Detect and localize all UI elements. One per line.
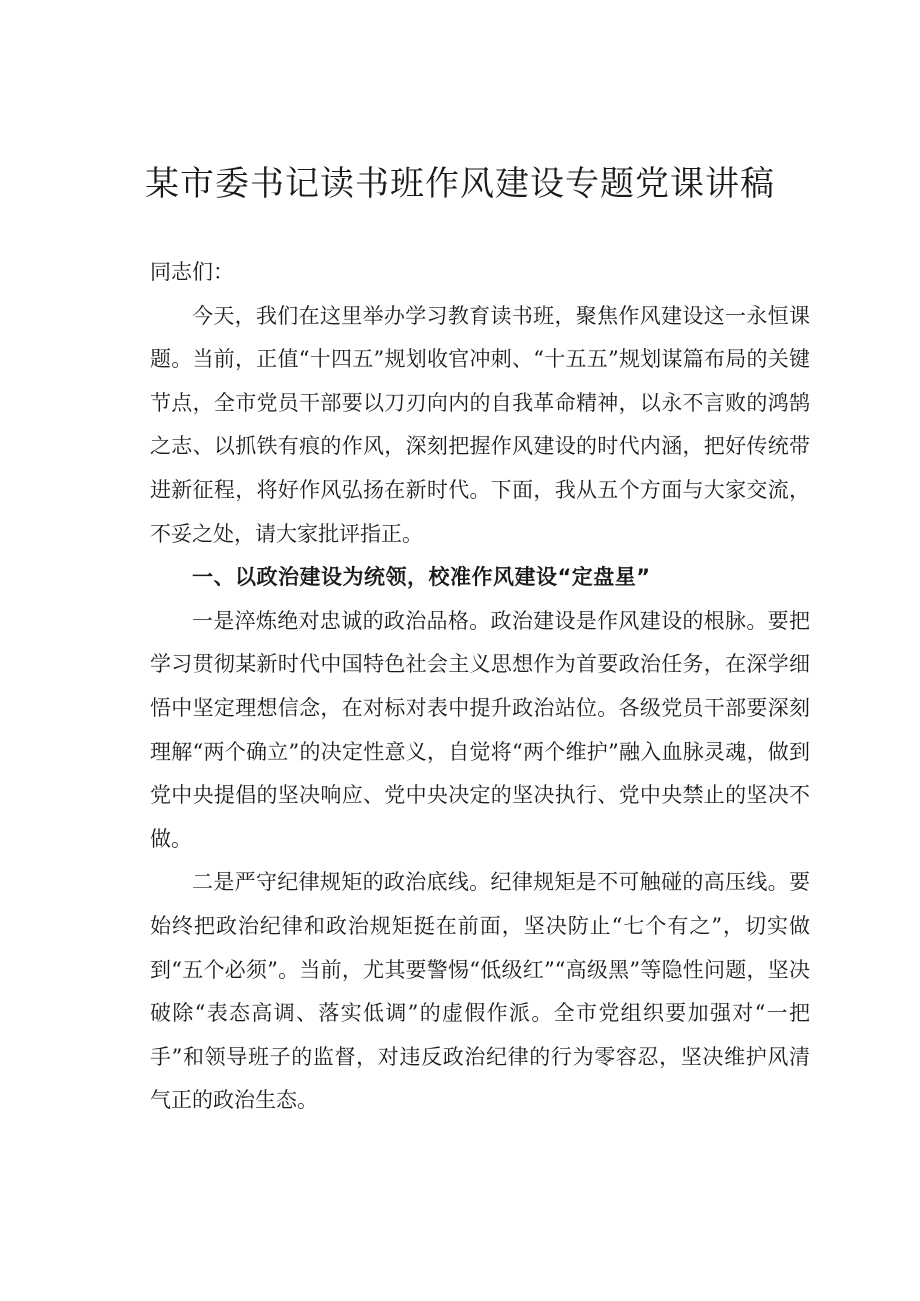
section-heading-1: 一、以政治建设为统领，校准作风建设“定盘星” bbox=[192, 565, 651, 590]
salutation: 同志们： bbox=[150, 260, 234, 284]
section1-paragraph-2: 二是严守纪律规矩的政治底线。纪律规矩是不可触碰的高压线。要始终把政治纪律和政治规矩挺在前面，坚决防止“七个有之”，切实做到“五个必须”。当前，尤其要警惕“低级红”“高级黑”等隐性问题，坚决破除“表态高调、落实低调”的虚假作派。全市党组织要加强对“一把手”和领导班子的监督，对违反政治纪律的行为零容忍，坚决维护风清气正的政治生态。 bbox=[150, 870, 810, 1113]
section1-paragraph-1: 一是淬炼绝对忠诚的政治品格。政治建设是作风建设的根脉。要把学习贯彻某新时代中国特色社会主义思想作为首要政治任务，在深学细悟中坚定理想信念，在对标对表中提升政治站位。各级党员干部要深刻理解“两个确立”的决定性意义，自觉将“两个维护”融入血脉灵魂，做到党中央提倡的坚决响应、党中央决定的坚决执行、党中央禁止的坚决不做。 bbox=[150, 608, 810, 851]
document-title: 某市委书记读书班作风建设专题党课讲稿 bbox=[145, 164, 775, 204]
document-body bbox=[150, 251, 810, 1123]
intro-paragraph: 今天，我们在这里举办学习教育读书班，聚焦作风建设这一永恒课题。当前，正值“十四五”规划收官冲刺、“十五五”规划谋篇布局的关键节点，全市党员干部要以刀刃向内的自我革命精神，以永不言败的鸿鹄之志、以抓铁有痕的作风，深刻把握作风建设的时代内涵，把好传统带进新征程，将好作风弘扬在新时代。下面，我从五个方面与大家交流，不妥之处，请大家批评指正。 bbox=[150, 303, 810, 546]
